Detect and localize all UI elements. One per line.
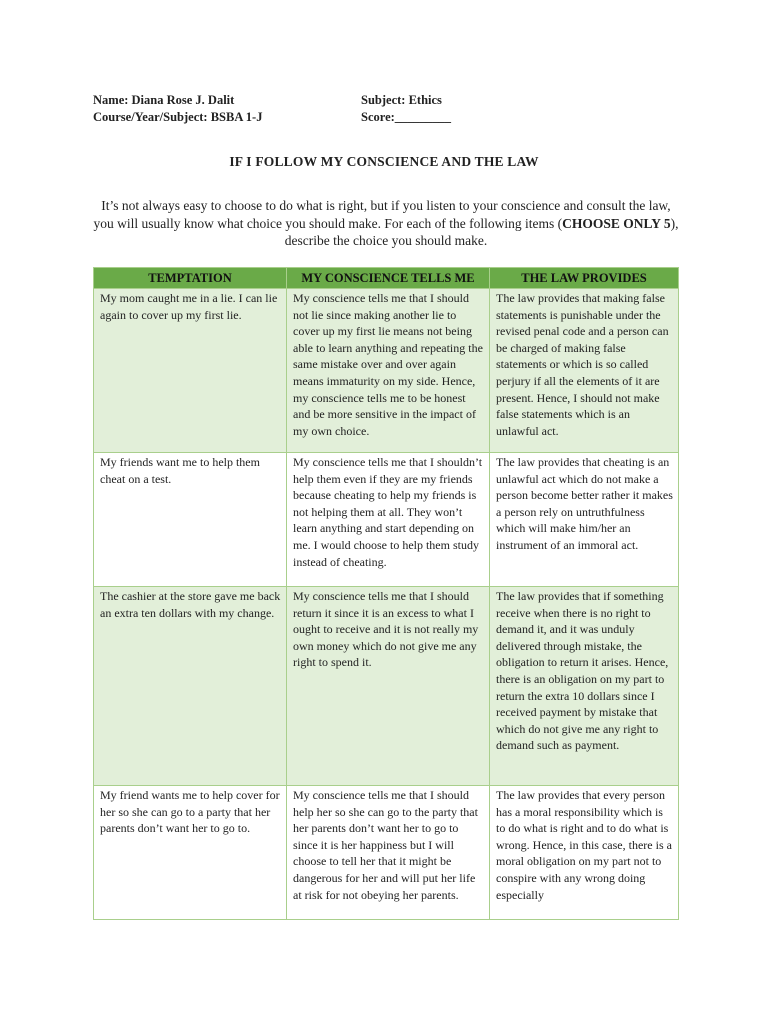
table-row xyxy=(94,289,679,453)
intro-text-start: It’s not always easy to choose to do what is right, but if you listen to your conscience and consult the law, you will usually know what choice you should make. For each of the following items ( xyxy=(93,198,671,231)
law-cell: The law provides that if something receive when there is no right to demand it, and it was unduly delivered through mistake, the obligation to return it arises. Hence, there is an obligation on my part to return the extra 10 dollars since I received payment by mistake that which do not give me any right to demand such as payment. xyxy=(490,587,679,786)
table-row xyxy=(94,786,679,920)
table-header-row xyxy=(94,268,679,289)
table-row xyxy=(94,453,679,587)
temptation-cell: The cashier at the store gave me back an extra ten dollars with my change. xyxy=(94,587,287,786)
intro-paragraph xyxy=(93,197,679,250)
law-cell: The law provides that every person has a moral responsibility which is to do what is right and to do what is wrong. Hence, in this case, there is a moral obligation on my part not to conspire with any wrong doing especially xyxy=(490,786,679,920)
document-title: IF I FOLLOW MY CONSCIENCE AND THE LAW xyxy=(229,154,539,169)
temptation-cell: My mom caught me in a lie. I can lie again to cover up my first lie. xyxy=(94,289,287,453)
intro-emphasis: CHOOSE ONLY 5 xyxy=(562,215,671,231)
law-cell: The law provides that cheating is an unlawful act which do not make a person become better rather it makes a person rely on untruthfulness which will make him/her an instrument of an immoral act. xyxy=(490,453,679,587)
course-year-subject: Course/Year/Subject: BSBA 1-J xyxy=(93,110,263,124)
student-name: Name: Diana Rose J. Dalit xyxy=(93,93,235,107)
header-temptation: TEMPTATION xyxy=(94,268,287,289)
temptation-cell: My friend wants me to help cover for her so she can go to a party that her parents don’t want her to go to. xyxy=(94,786,287,920)
conscience-cell: My conscience tells me that I should not lie since making another lie to cover up my first lie means not being able to learn anything and repeating the same mistake over and over again means immaturity on my side. Hence, my conscience tells me to be honest and be more sensitive in the impact of my own choice. xyxy=(287,289,490,453)
header-conscience: MY CONSCIENCE TELLS ME xyxy=(287,268,490,289)
conscience-cell: My conscience tells me that I should return it since it is an excess to what I ought to receive and it is not really my own money which do not give me any right to spend it. xyxy=(287,587,490,786)
score-label: Score:_________ xyxy=(361,110,452,124)
table-row xyxy=(94,587,679,786)
intro-text-end: ), describe the choice you should make. xyxy=(284,215,679,248)
temptation-cell: My friends want me to help them cheat on a test. xyxy=(94,453,287,587)
answer-table xyxy=(93,267,679,920)
conscience-cell: My conscience tells me that I should help her so she can go to the party that her parents don’t want her to go to since it is her happiness but I will choose to tell her that it might be dangerous for her and will put her life at risk for not obeying her parents. xyxy=(287,786,490,920)
law-cell: The law provides that making false statements is punishable under the revised penal code and a person can be charged of making false statements or which is so called perjury if all the elements of it are present. Hence, I should not make false statements which is an unlawful act. xyxy=(490,289,679,453)
subject-label: Subject: Ethics xyxy=(361,93,442,107)
header-law: THE LAW PROVIDES xyxy=(490,268,679,289)
conscience-cell: My conscience tells me that I shouldn’t help them even if they are my friends because cheating to help my friends is not helping them at all. They won’t learn anything and start depending on me. I would choose to help them study instead of cheating. xyxy=(287,453,490,587)
